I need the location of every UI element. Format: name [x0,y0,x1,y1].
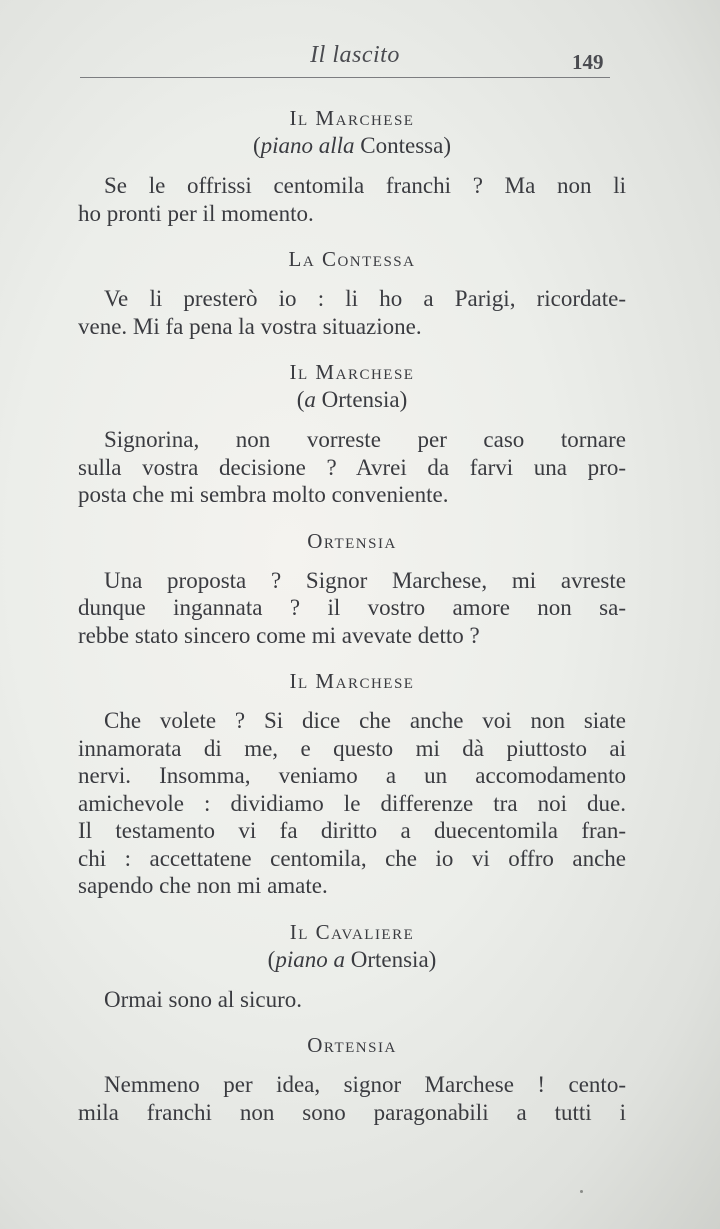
stage-direction-italic: piano a [275,946,345,972]
stage-direction-name: Ortensia [321,387,400,412]
stage-direction-italic: piano alla [260,133,355,158]
dialogue-paragraph [78,986,626,1014]
speaker-name: La Contessa [288,247,416,271]
dialogue-line: rebbe stato sincero come mi avevate detto ? [78,622,480,648]
dialogue-paragraph [78,172,626,227]
dialogue-line: vene. Mi fa pena la vostra situazione. [78,313,422,339]
dialogue-paragraph [78,1071,626,1126]
speaker-name: Il Marchese [289,360,415,384]
speaker-name: Ortensia [307,1033,397,1057]
dialogue-line: Una proposta ? Signor Marchese, mi avreste [104,567,626,593]
dialogue-line: amichevole : dividiamo le differenze tra noi due. [78,790,626,816]
stage-direction-name: Ortensia [350,946,429,972]
dialogue-line: dunque ingannata ? il vostro amore non sa- [78,595,626,620]
dialogue-line: Che volete ? Si dice che anche voi non siate [104,708,626,733]
dialogue-paragraph [78,426,626,509]
paper-speck [580,1190,583,1193]
speaker-name: Il Marchese [289,106,415,130]
dialogue-line: Il testamento vi fa diritto a duecentomila fran- [78,818,626,843]
stage-direction: (piano a Ortensia) [267,946,437,972]
stage-direction-name: Contessa [360,133,444,158]
speaker-name: Ortensia [307,528,397,553]
dialogue-paragraph [78,567,626,650]
dialogue-paragraph [78,285,626,340]
dialogue-line: Nemmeno per idea, signor Marchese ! cento- [104,1072,626,1097]
stage-direction-italic: a [304,387,316,412]
speaker-name: Il Marchese [289,669,415,693]
dialogue-line: Ormai sono al sicuro. [104,986,303,1012]
dialogue-line: innamorata di me, e questo mi dà piuttosto ai [78,735,626,761]
dialogue-line: sapendo che non mi amate. [78,873,328,898]
stage-direction: (piano alla Contessa) [252,133,452,158]
dialogue-line: mila franchi non sono paragonabili a tutti i [78,1099,626,1125]
dialogue-line: nervi. Insomma, veniamo a un accomodamento [78,763,626,788]
dialogue-line: chi : accettatene centomila, che io vi offro anche [78,845,626,871]
stage-direction: (a Ortensia) [296,387,408,412]
dialogue-line: Se le offrissi centomila franchi ? Ma non li [104,173,626,198]
speaker-name: Il Cavaliere [289,919,415,944]
running-header-title: Il lascito [310,42,400,68]
page-number: 149 [572,50,604,74]
header-rule [80,77,610,78]
dialogue-line: Signorina, non vorreste per caso tornare [104,427,626,452]
dialogue-paragraph [78,707,626,900]
dialogue-line: sulla vostra decisione ? Avrei da farvi una pro- [78,454,626,480]
dialogue-line: posta che mi sembra molto conveniente. [78,482,449,507]
dialogue-line: Ve li presterò io : li ho a Parigi, ricordate- [104,286,626,311]
dialogue-line: ho pronti per il momento. [78,200,314,226]
play-text [78,100,626,1144]
